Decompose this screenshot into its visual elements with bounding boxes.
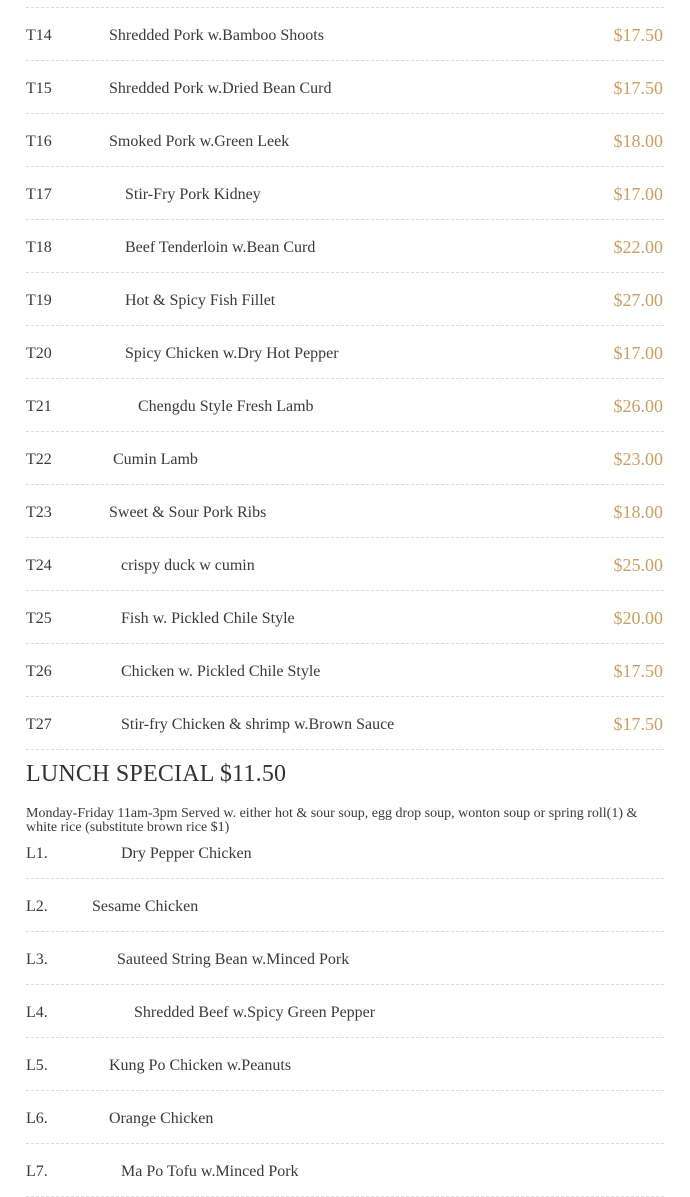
item-price: $20.00 <box>613 608 663 628</box>
item-name: Orange Chicken <box>109 1110 214 1127</box>
item-code: L7. <box>26 1163 48 1180</box>
item-code: T21 <box>26 398 52 415</box>
menu-item-t25 <box>26 591 664 644</box>
item-price: $23.00 <box>613 449 663 469</box>
item-name: Chengdu Style Fresh Lamb <box>138 398 314 415</box>
item-name: crispy duck w cumin <box>121 557 255 574</box>
item-name: Ma Po Tofu w.Minced Pork <box>121 1163 299 1180</box>
item-code: L1. <box>26 845 48 862</box>
item-name: Fish w. Pickled Chile Style <box>121 610 295 627</box>
item-code: T18 <box>26 239 52 256</box>
lunch-special-title: LUNCH SPECIAL $11.50 <box>26 761 287 787</box>
lunch-item-l6 <box>26 1091 664 1144</box>
item-price: $18.00 <box>613 502 663 522</box>
item-code: T20 <box>26 345 52 362</box>
lunch-special-description: Monday-Friday 11am-3pm Served w. either hot & sour soup, egg drop soup, wonton soup or spring roll(1) & white rice (substitute brown rice $1) <box>26 806 638 835</box>
item-code: T23 <box>26 504 52 521</box>
item-name: Sesame Chicken <box>92 898 199 915</box>
menu-item-t15 <box>26 61 664 114</box>
item-code: L2. <box>26 898 48 915</box>
item-code: T24 <box>26 557 52 574</box>
item-code: L6. <box>26 1110 48 1127</box>
item-name: Beef Tenderloin w.Bean Curd <box>125 239 316 256</box>
item-price: $25.00 <box>613 555 663 575</box>
item-price: $17.50 <box>613 25 663 45</box>
menu-list <box>26 8 664 750</box>
lunch-item-l4 <box>26 985 664 1038</box>
menu-item-t16 <box>26 114 664 167</box>
item-code: T25 <box>26 610 52 627</box>
item-price: $26.00 <box>613 396 663 416</box>
item-price: $27.00 <box>613 290 663 310</box>
item-code: L5. <box>26 1057 48 1074</box>
menu-item-t17 <box>26 167 664 220</box>
item-name: Hot & Spicy Fish Fillet <box>125 292 276 309</box>
item-name: Shredded Pork w.Bamboo Shoots <box>109 27 324 44</box>
item-name: Stir-Fry Pork Kidney <box>125 186 261 203</box>
item-name: Kung Po Chicken w.Peanuts <box>109 1057 292 1074</box>
item-name: Sweet & Sour Pork Ribs <box>109 504 267 521</box>
item-code: L3. <box>26 951 48 968</box>
item-code: T27 <box>26 716 52 733</box>
item-code: L4. <box>26 1004 48 1021</box>
menu-item-t26 <box>26 644 664 697</box>
item-price: $17.50 <box>613 78 663 98</box>
item-name: Cumin Lamb <box>113 451 198 468</box>
item-name: Stir-fry Chicken & shrimp w.Brown Sauce <box>121 716 395 733</box>
menu-item-t22 <box>26 432 664 485</box>
lunch-list <box>26 826 664 1197</box>
item-name: Shredded Pork w.Dried Bean Curd <box>109 80 332 97</box>
item-name: Smoked Pork w.Green Leek <box>109 133 290 150</box>
item-name: Spicy Chicken w.Dry Hot Pepper <box>125 345 339 362</box>
lunch-item-l1 <box>26 826 664 879</box>
item-code: T15 <box>26 80 52 97</box>
item-name: Shredded Beef w.Spicy Green Pepper <box>134 1004 376 1021</box>
item-name: Sauteed String Bean w.Minced Pork <box>117 951 350 968</box>
item-price: $18.00 <box>613 131 663 151</box>
item-price: $17.00 <box>613 184 663 204</box>
menu-item-t14 <box>26 8 664 61</box>
menu-item-t20 <box>26 326 664 379</box>
item-name: Dry Pepper Chicken <box>121 845 252 862</box>
menu-item-t21 <box>26 379 664 432</box>
item-price: $17.50 <box>613 661 663 681</box>
menu-item-t19 <box>26 273 664 326</box>
lunch-item-l2 <box>26 879 664 932</box>
menu-item-t18 <box>26 220 664 273</box>
item-code: T19 <box>26 292 52 309</box>
item-code: T26 <box>26 663 52 680</box>
item-price: $17.50 <box>613 714 663 734</box>
item-code: T17 <box>26 186 52 203</box>
item-code: T14 <box>26 27 52 44</box>
item-price: $17.00 <box>613 343 663 363</box>
item-price: $22.00 <box>613 237 663 257</box>
item-name: Chicken w. Pickled Chile Style <box>121 663 321 680</box>
lunch-item-l7 <box>26 1144 664 1197</box>
menu-item-t24 <box>26 538 664 591</box>
menu-item-t27 <box>26 697 664 750</box>
item-code: T16 <box>26 133 52 150</box>
lunch-item-l3 <box>26 932 664 985</box>
lunch-item-l5 <box>26 1038 664 1091</box>
item-code: T22 <box>26 451 52 468</box>
menu-item-t23 <box>26 485 664 538</box>
